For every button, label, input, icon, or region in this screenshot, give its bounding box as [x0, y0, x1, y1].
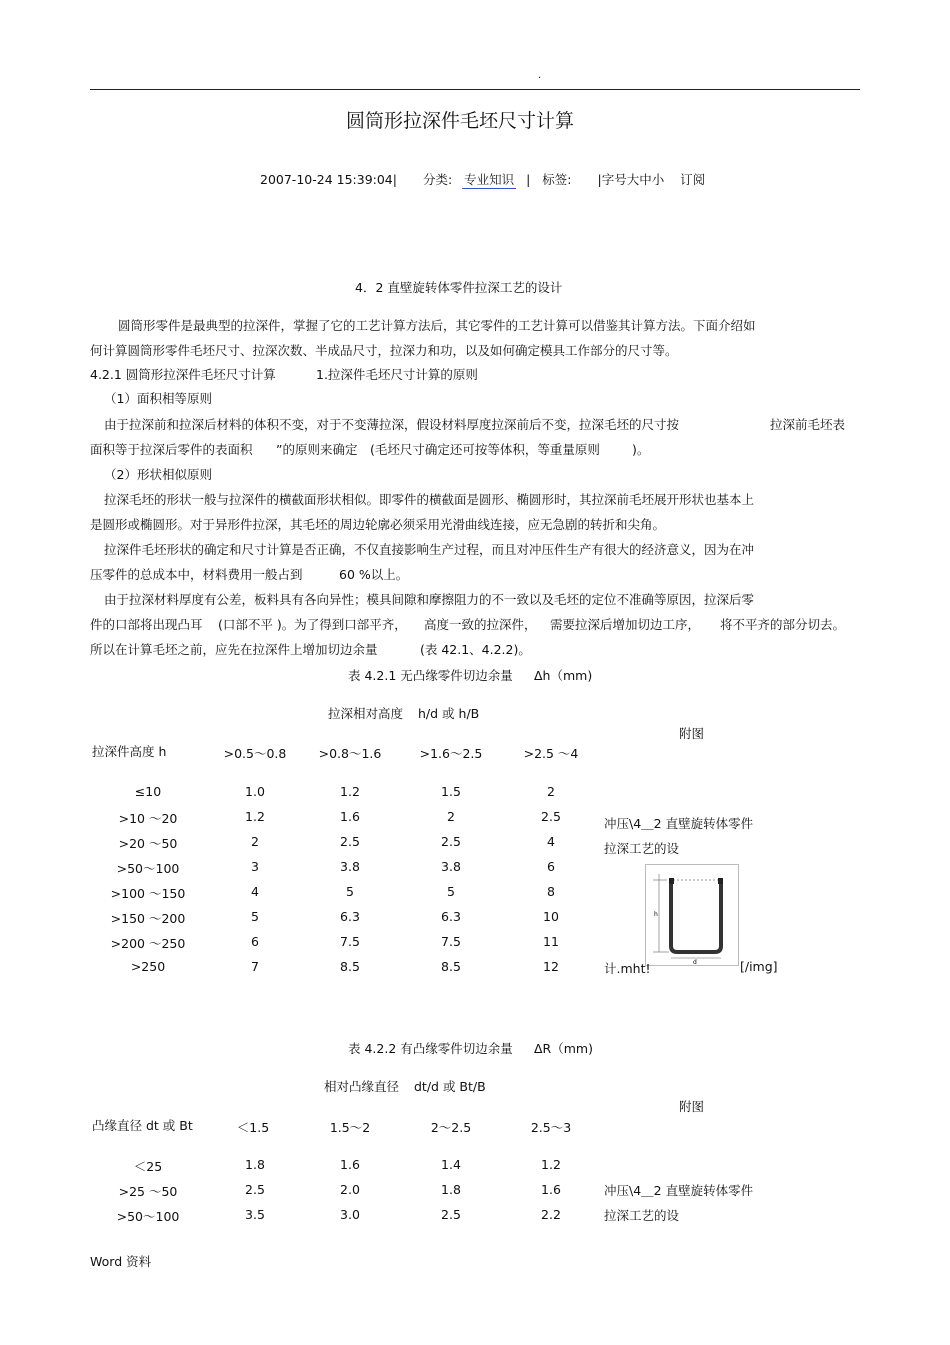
table-cell: 4	[547, 834, 555, 849]
table-cell: 1.6	[541, 1182, 561, 1197]
paragraph-line: 圆筒形零件是最典型的拉深件，掌握了它的工艺计算方法后，其它零件的工艺计算可以借鉴其计算方法。下面介绍如	[118, 318, 756, 333]
table-cell: 1.5	[441, 784, 461, 799]
table-cell: 10	[543, 909, 559, 924]
paragraph-line: 拉深件毛坯形状的确定和尺寸计算是否正确，不仅直接影响生产过程，而且对冲压件生产有很大的经济意义，因为在冲	[104, 542, 755, 557]
paragraph-line: 所以在计算毛坯之前，应先在拉深件上增加切边余量	[90, 642, 378, 657]
table-row-label: ＜25	[133, 1159, 163, 1174]
paragraph-line: 压零件的总成本中，材料费用一般占到	[90, 567, 303, 582]
table-row-label: >100 ～150	[110, 886, 186, 901]
table-cell: 2	[447, 809, 455, 824]
paragraph-line: 拉深毛坯的形状一般与拉深件的横截面形状相似。即零件的横截面是圆形、椭圆形时，其拉深前毛坯展开形状也基本上	[104, 492, 755, 507]
table-cell: 3.8	[340, 859, 360, 874]
table-cell: 2	[251, 834, 259, 849]
table1-fig-header: 附图	[679, 726, 705, 741]
table-cell: 2.2	[541, 1207, 561, 1222]
table-row-label: >50～100	[116, 1209, 180, 1224]
tags-label: 标签:	[542, 172, 572, 187]
table-cell: 1.6	[340, 809, 360, 824]
paragraph-line: 面积等于拉深后零件的表面积	[90, 442, 253, 457]
table-cell: 2.0	[340, 1182, 360, 1197]
table-cell: 12	[543, 959, 559, 974]
table-cell: 6	[251, 934, 259, 949]
subsection-heading: 4.2.1 圆筒形拉深件毛坯尺寸计算	[90, 367, 276, 382]
table2-col-header: 2～2.5	[430, 1120, 472, 1135]
svg-text:h: h	[654, 911, 658, 918]
table1-caption-unit: Δh（mm)	[534, 668, 593, 683]
table-cell: 2.5	[441, 1207, 461, 1222]
table1-fig-text: 拉深工艺的设	[604, 841, 680, 856]
paragraph-line: (口部不平 )。为了得到口部平齐，	[218, 617, 407, 632]
post-meta	[260, 170, 705, 188]
table-row-label: >250	[130, 959, 166, 974]
table2-fig-header: 附图	[679, 1099, 705, 1114]
table-row-label: >25 ～50	[118, 1184, 178, 1199]
page-footer: Word 资料	[90, 1254, 152, 1269]
table-cell: 8.5	[441, 959, 461, 974]
category-label: 分类:	[422, 172, 453, 187]
table-cell: 3.5	[245, 1207, 265, 1222]
paragraph-line: 由于拉深前和拉深后材料的体积不变，对于不变薄拉深，假设材料厚度拉深前后不变，拉深毛坯的尺寸按	[104, 417, 680, 432]
table2-caption: 表 4.2.2 有凸缘零件切边余量	[348, 1041, 513, 1056]
table-cell: 3.8	[441, 859, 461, 874]
table1-row-header: 拉深件高度 h	[92, 744, 167, 759]
table-cell: 1.0	[245, 784, 265, 799]
paragraph-line: 拉深前毛坯表	[770, 417, 846, 432]
table-cell: 7.5	[340, 934, 360, 949]
post-datetime: 2007-10-24 15:39:04|	[260, 172, 397, 187]
subscribe-link[interactable]: 订阅	[680, 172, 706, 187]
table2-caption-unit: ΔR（mm)	[534, 1041, 593, 1056]
paragraph-line: (表 42.1、4.2.2)。	[420, 642, 531, 657]
table-cell: 5	[251, 909, 259, 924]
table2-fig-text: 冲压\4＿2 直壁旋转体零件	[604, 1183, 754, 1198]
paragraph-line: ”的原则来确定	[276, 442, 358, 457]
paragraph-line: 需要拉深后增加切边工序，	[550, 617, 701, 632]
table1-col-header: >1.6～2.5	[419, 746, 483, 761]
paragraph-line: 件的口部将出现凸耳	[90, 617, 203, 632]
table-cell: 6.3	[340, 909, 360, 924]
paragraph-line: 高度一致的拉深件，	[424, 617, 537, 632]
table-row-label: >200 ～250	[110, 936, 186, 951]
table2-col-header: 2.5～3	[530, 1120, 572, 1135]
table-cell: 6	[547, 859, 555, 874]
table-cell: 1.4	[441, 1157, 461, 1172]
table2-group-header: 相对凸缘直径	[324, 1079, 400, 1094]
paragraph-line: 60 %以上。	[339, 567, 409, 582]
table-row-label: ≤10	[134, 784, 162, 799]
table-row-label: >10 ～20	[118, 811, 178, 826]
paragraph-line: 何计算圆筒形零件毛坯尺寸、拉深次数、半成品尺寸，拉深力和功，以及如何确定模具工作部分的尺寸等。	[90, 343, 678, 358]
table1-fig-text: 计.mht!	[604, 961, 651, 976]
table-cell: 5	[447, 884, 455, 899]
table-cell: 8	[547, 884, 555, 899]
table1-fig-text: 冲压\4＿2 直壁旋转体零件	[604, 816, 754, 831]
cup-section-figure	[645, 864, 739, 966]
table2-group-header-sym: dt/d 或 Bt/B	[414, 1079, 486, 1094]
table1-group-header-sym: h/d 或 h/B	[418, 706, 480, 721]
table-row-label: >50～100	[116, 861, 180, 876]
table-cell: 8.5	[340, 959, 360, 974]
table-cell: 2.5	[245, 1182, 265, 1197]
table-cell: 2.5	[340, 834, 360, 849]
category-link[interactable]: 专业知识	[464, 172, 515, 187]
table1-col-header: >0.8～1.6	[318, 746, 382, 761]
table1-fig-text: [/img]	[740, 959, 778, 974]
meta-separator: |	[526, 172, 531, 187]
table2-fig-text: 拉深工艺的设	[604, 1208, 680, 1223]
section-heading: 4．2 直壁旋转体零件拉深工艺的设计	[355, 280, 563, 295]
page-title: 圆筒形拉深件毛坯尺寸计算	[345, 110, 574, 132]
table-cell: 1.2	[340, 784, 360, 799]
table-cell: 3.0	[340, 1207, 360, 1222]
table-cell: 7	[251, 959, 259, 974]
table1-col-header: >2.5 ～4	[523, 746, 579, 761]
table2-col-header: 1.5～2	[329, 1120, 371, 1135]
font-size-links[interactable]: |字号大中小	[597, 172, 665, 187]
subsection-heading: 1.拉深件毛坯尺寸计算的原则	[316, 367, 478, 382]
table-cell: 1.8	[441, 1182, 461, 1197]
table-cell: 2.5	[441, 834, 461, 849]
table1-col-header: >0.5～0.8	[223, 746, 287, 761]
header-rule	[90, 89, 860, 90]
paragraph-line: 由于拉深材料厚度有公差，板料具有各向异性；模具间隙和摩擦阻力的不一致以及毛坯的定位不准确等原因，拉深后零	[104, 592, 755, 607]
paragraph-line: 将不平齐的部分切去。	[720, 617, 846, 632]
table-cell: 3	[251, 859, 259, 874]
table-cell: 1.2	[245, 809, 265, 824]
principle-heading: （2）形状相似原则	[104, 467, 212, 482]
table-cell: 7.5	[441, 934, 461, 949]
principle-heading: （1）面积相等原则	[104, 391, 212, 406]
svg-text:d: d	[693, 959, 697, 966]
paragraph-line: )。	[632, 442, 650, 457]
table2-row-header: 凸缘直径 dt 或 Bt	[92, 1118, 193, 1133]
table1-caption: 表 4.2.1 无凸缘零件切边余量	[348, 668, 513, 683]
table-row-label: >150 ～200	[110, 911, 186, 926]
table-cell: 5	[346, 884, 354, 899]
header-dot: .	[538, 70, 542, 81]
paragraph-line: (毛坯尺寸确定还可按等体积，等重量原则	[370, 442, 600, 457]
paragraph-line: 是圆形或椭圆形。对于异形件拉深，其毛坯的周边轮廓必须采用光滑曲线连接，应无急剧的转折和尖角。	[90, 517, 666, 532]
table-cell: 4	[251, 884, 259, 899]
table-cell: 2.5	[541, 809, 561, 824]
table-cell: 1.2	[541, 1157, 561, 1172]
table-cell: 2	[547, 784, 555, 799]
table-cell: 11	[543, 934, 559, 949]
table-cell: 6.3	[441, 909, 461, 924]
table-cell: 1.6	[340, 1157, 360, 1172]
table1-group-header: 拉深相对高度	[328, 706, 404, 721]
table-cell: 1.8	[245, 1157, 265, 1172]
table2-col-header: ＜1.5	[236, 1120, 270, 1135]
table-row-label: >20 ～50	[118, 836, 178, 851]
